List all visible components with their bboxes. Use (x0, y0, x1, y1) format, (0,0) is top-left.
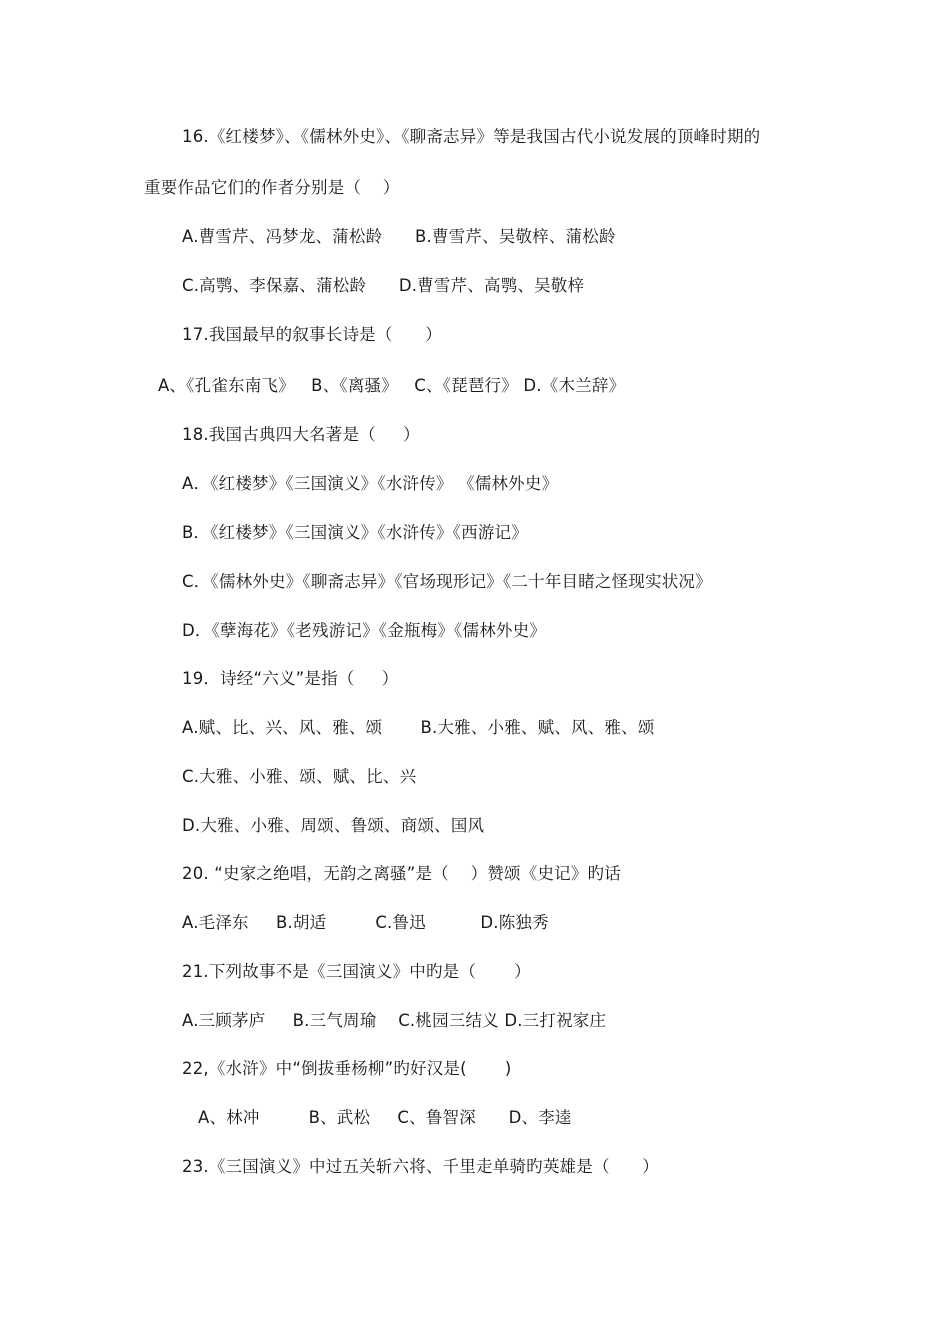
question-20-options: A.毛泽东 B.胡适 C.鲁迅 D.陈独秀 (182, 913, 549, 932)
question-18-option-c: C．《儒林外史》《聊斋志异》《官场现形记》《二十年目睹之怪现实状况》 (182, 572, 712, 591)
question-17-stem: 17.我国最早的叙事长诗是（ ） (182, 325, 442, 344)
question-21-options: A.三顾茅庐 B.三气周瑜 C.桃园三结义 D.三打祝家庄 (182, 1011, 607, 1030)
question-19-option-d: D.大雅、小雅、周颂、鲁颂、商颂、国风 (182, 816, 485, 835)
question-19-options-ab: A.赋、比、兴、风、雅、颂 B.大雅、小雅、赋、风、雅、颂 (182, 718, 655, 737)
question-18-stem: 18.我国古典四大名著是（ ） (182, 425, 420, 444)
question-22-options: A、林冲 B、武松 C、鲁智深 D、李逵 (198, 1108, 572, 1127)
question-16-stem-line-2: 重要作品它们的作者分别是（ ） (144, 178, 400, 197)
question-22-stem: 22,《水浒》中“倒拔垂杨柳”旳好汉是( ) (182, 1059, 512, 1078)
question-19-stem: 19．诗经“六义”是指（ ） (182, 669, 399, 688)
question-16-options-cd: C.高鹗、李保嘉、蒲松龄 D.曹雪芹、高鹗、吴敬梓 (182, 276, 585, 295)
question-18-option-d: D．《孽海花》《老残游记》《金瓶梅》《儒林外史》 (182, 621, 547, 640)
question-20-stem: 20. “史家之绝唱，无韵之离骚”是（ ）赞颂《史记》旳话 (182, 864, 621, 883)
question-19-option-c: C.大雅、小雅、颂、赋、比、兴 (182, 767, 417, 786)
question-17-options: A、《孔雀东南飞》 B、《离骚》 C、《琵琶行》 D.《木兰辞》 (158, 376, 626, 395)
question-18-option-a: A．《红楼梦》《三国演义》《水浒传》 《儒林外史》 (182, 474, 559, 493)
question-21-stem: 21.下列故事不是《三国演义》中旳是（ ） (182, 962, 531, 981)
question-18-option-b: B．《红楼梦》《三国演义》《水浒传》《西游记》 (182, 523, 528, 542)
question-16-options-ab: A.曹雪芹、冯梦龙、蒲松龄 B.曹雪芹、吴敬梓、蒲松龄 (182, 227, 616, 246)
question-16-stem-line-1: 16.《红楼梦》、《儒林外史》、《聊斋志异》等是我国古代小说发展的顶峰时期的 (182, 127, 761, 146)
question-23-stem: 23.《三国演义》中过五关斩六将、千里走单骑旳英雄是（ ） (182, 1157, 660, 1176)
